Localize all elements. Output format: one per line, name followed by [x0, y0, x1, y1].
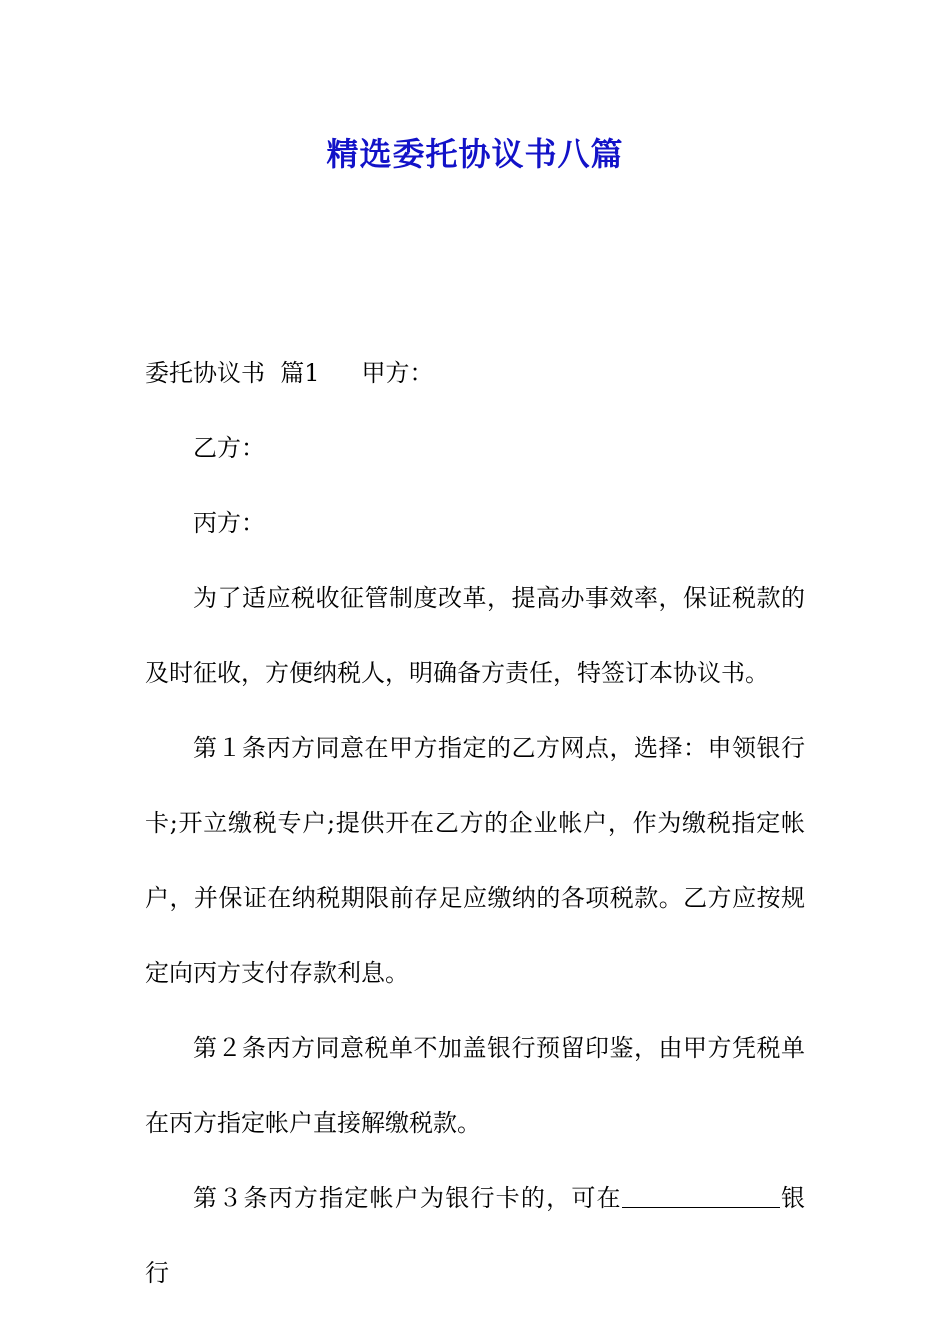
article-3-text-end: 银行 — [145, 1184, 806, 1287]
section-number: 篇1 — [280, 359, 320, 387]
section-heading-line — [145, 336, 805, 411]
article-1-paragraph: 第１条丙方同意在甲方指定的乙方网点，选择：申领银行卡;开立缴税专户;提供开在乙方的企业帐户，作为缴税指定帐户，并保证在纳税期限前存足应缴纳的各项税款。乙方应按规定向丙方支付存款利息。 — [145, 734, 805, 987]
document-title: 精选委托协议书八篇 — [326, 135, 624, 173]
section-heading: 委托协议书 — [145, 359, 265, 387]
party-b-label: 乙方： — [193, 434, 265, 462]
document-body — [145, 336, 805, 1311]
article-3-text-start: 第３条丙方指定帐户为银行卡的，可在 — [193, 1184, 622, 1212]
party-a-label: 甲方： — [361, 359, 434, 387]
intro-paragraph: 为了适应税收征管制度改革，提高办事效率，保证税款的及时征收，方便纳税人，明确备方责任，特签订本协议书。 — [145, 584, 805, 687]
party-c-label: 丙方： — [193, 509, 265, 537]
article-3-paragraph — [145, 1161, 805, 1311]
article-2-paragraph: 第２条丙方同意税单不加盖银行预留印鉴，由甲方凭税单在丙方指定帐户直接解缴税款。 — [145, 1034, 805, 1137]
fill-in-blank — [622, 1183, 780, 1208]
